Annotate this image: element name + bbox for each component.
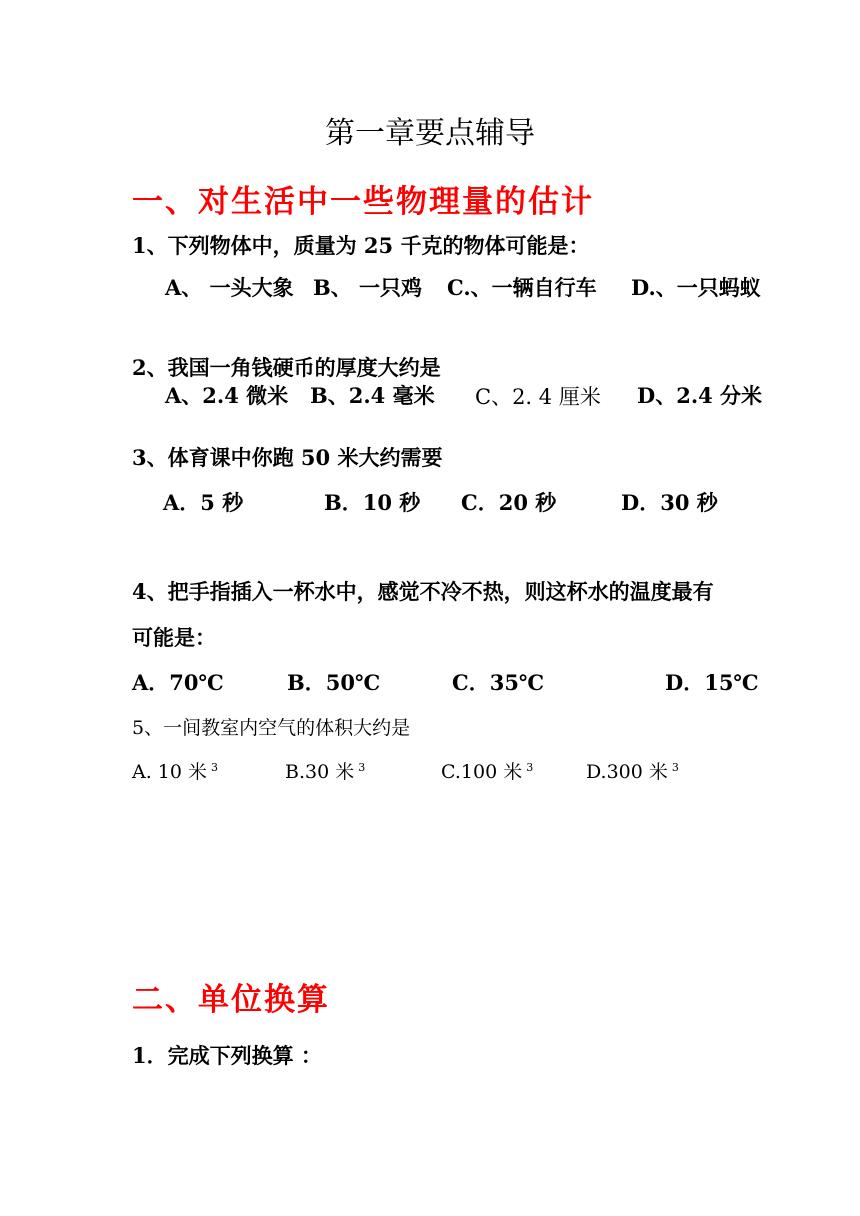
question-3-option-d: D．30 秒 [621, 490, 718, 515]
question-5-option-b-exponent: 3 [358, 760, 366, 774]
section-heading-unit-conversion: 二、单位换算 [132, 982, 330, 1018]
question-2-option-a: A、2.4 微米 [165, 383, 289, 408]
question-5-option-b [285, 757, 365, 784]
question-5-option-d-exponent: 3 [671, 760, 679, 774]
question-3-stem: 3、体育课中你跑 50 米大约需要 [132, 445, 443, 470]
question-5-option-b-text: B.30 米 [285, 761, 355, 783]
question-5-option-c-text: C.100 米 [441, 761, 523, 783]
question-4-stem-line-2: 可能是： [132, 625, 216, 650]
question-1-option-d: D.、一只蚂蚁 [631, 275, 761, 300]
question-5-option-a-text: A. 10 米 [132, 761, 208, 783]
section-heading-estimation: 一、对生活中一些物理量的估计 [132, 184, 594, 220]
question-5-option-c-exponent: 3 [526, 760, 534, 774]
question-3-option-b: B．10 秒 [324, 490, 421, 515]
question-1-option-b: B、 一只鸡 [313, 275, 423, 300]
question-2-stem: 2、我国一角钱硬币的厚度大约是 [132, 355, 441, 380]
question-5-option-d [586, 757, 679, 784]
question-2-option-d: D、2.4 分米 [637, 383, 763, 408]
question-2-option-b: B、2.4 毫米 [310, 383, 435, 408]
question-5-option-a-exponent: 3 [211, 760, 219, 774]
question-4-option-b: B．50℃ [287, 670, 381, 695]
question-2-option-c: C、2. 4 厘米 [475, 385, 601, 409]
question-4-stem-line-1: 4、把手指插入一杯水中，感觉不冷不热，则这杯水的温度最有 [132, 579, 714, 604]
question-1-option-c: C.、一辆自行车 [447, 275, 597, 300]
question-4-option-a: A．70℃ [132, 670, 224, 695]
question-4-option-c: C．35℃ [452, 670, 545, 695]
page-title: 第一章要点辅导 [325, 116, 535, 151]
section-2-question-1-stem: 1．完成下列换算 ： [132, 1043, 322, 1068]
question-5-option-d-text: D.300 米 [586, 761, 668, 783]
question-4-option-d: D．15℃ [665, 670, 759, 695]
question-3-option-a: A．5 秒 [163, 490, 244, 515]
question-5-option-a [132, 757, 218, 784]
question-1-option-a: A、 一头大象 [165, 275, 294, 300]
question-3-option-c: C．20 秒 [461, 490, 557, 515]
question-5-stem: 5、一间教室内空气的体积大约是 [132, 717, 411, 739]
question-5-option-c [441, 757, 533, 784]
question-1-stem: 1、下列物体中，质量为 25 千克的物体可能是： [132, 233, 590, 258]
